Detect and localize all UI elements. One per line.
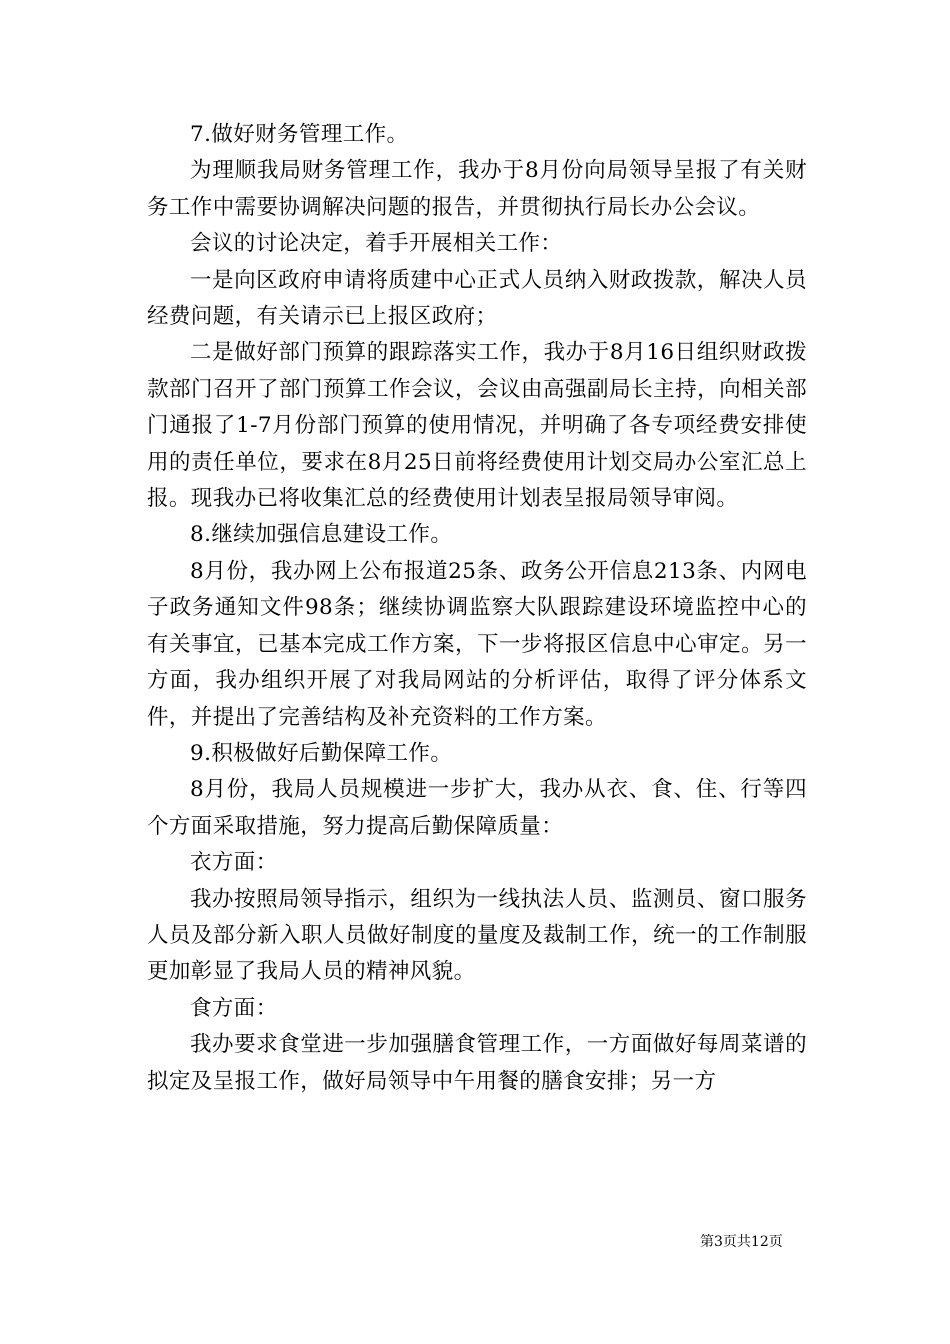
subheading-clothing: 衣方面： — [190, 850, 278, 876]
page-number: 第3页共12页 — [700, 1234, 783, 1250]
paragraph: 会议的讨论决定，着手开展相关工作： — [190, 231, 563, 257]
paragraph: 二是做好部门预算的跟踪落实工作，我办于8月16日组织财政拨款部门召开了部门预算工作会议，会议由高强副局长主持，向相关部门通报了1-7月份部门预算的使用情况，并明确了各专项经费安排使用的责任单位，要求在8月25日前将经费使用计划交局办公室汇总上报。现我办已将收集汇总的经费使用计划表呈报局领导审阅。 — [147, 340, 807, 512]
paragraph-heading-7: 7.做好财务管理工作。 — [190, 122, 409, 147]
paragraph: 一是向区政府申请将质建中心正式人员纳入财政拨款，解决人员经费问题，有关请示已上报区政府； — [147, 267, 807, 330]
body-text — [147, 117, 807, 1100]
subheading-food: 食方面： — [190, 995, 278, 1021]
paragraph-heading-9: 9.积极做好后勤保障工作。 — [190, 740, 453, 766]
paragraph: 我办要求食堂进一步加强膳食管理工作，一方面做好每周菜谱的拟定及呈报工作，做好局领导中午用餐的膳食安排；另一方 — [147, 1032, 807, 1094]
paragraph: 8月份，我局人员规模进一步扩大，我办从衣、食、住、行等四个方面采取措施，努力提高后勤保障质量： — [147, 777, 807, 839]
paragraph: 为理顺我局财务管理工作，我办于8月份向局领导呈报了有关财务工作中需要协调解决问题的报告，并贯彻执行局长办公会议。 — [147, 158, 807, 220]
paragraph-heading-8: 8.继续加强信息建设工作。 — [190, 522, 453, 548]
paragraph: 8月份，我办网上公布报道25条、政务公开信息213条、内网电子政务通知文件98条；继续协调监察大队跟踪建设环境监控中心的有关事宜，已基本完成工作方案，下一步将报区信息中心审定。另一方面，我办组织开展了对我局网站的分析评估，取得了评分体系文件，并提出了完善结构及补充资料的工作方案。 — [147, 558, 807, 730]
paragraph: 我办按照局领导指示，组织为一线执法人员、监测员、窗口服务人员及部分新入职人员做好制度的量度及裁制工作，统一的工作制服更加彰显了我局人员的精神风貌。 — [147, 886, 807, 985]
